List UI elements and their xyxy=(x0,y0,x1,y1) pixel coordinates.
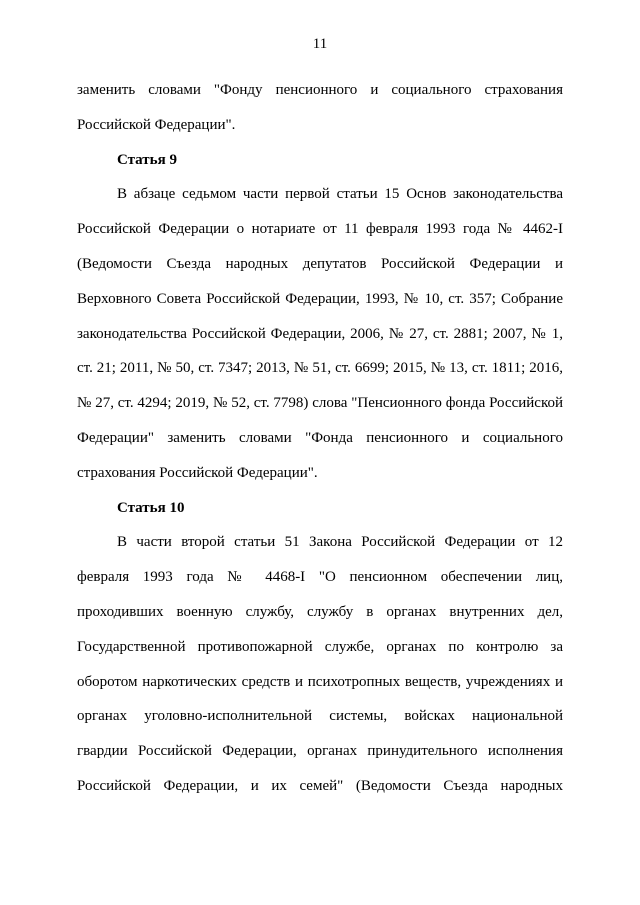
paragraph-article-9: В абзаце седьмом части первой статьи 15 Основ законодательства Российской Федерации о нотариате от 11 февраля 1993 года № 4462-I (Ведомости Съезда народных депутатов Российской Федерации и Верховного Совета Российской Федерации, 1993, № 10, ст. 357; Собрание законодательства Российской Федерации, 2006, № 27, ст. 2881; 2007, № 1, ст. 21; 2011, № 50, ст. 7347; 2013, № 51, ст. 6699; 2015, № 13, ст. 1811; 2016, № 27, ст. 4294; 2019, № 52, ст. 7798) слова "Пенсионного фонда Российской Федерации" заменить словами "Фонда пенсионного и социального страхования Российской Федерации". xyxy=(77,186,563,481)
heading-article-10: Статья 10 xyxy=(117,499,185,516)
document-body xyxy=(77,73,563,804)
paragraph-replacement-tail: заменить словами "Фонду пенсионного и социального страхования Российской Федерации". xyxy=(77,82,563,133)
paragraph-article-10: В части второй статьи 51 Закона Российской Федерации от 12 февраля 1993 года № 4468-I "О пенсионном обеспечении лиц, проходивших военную службу, службу в органах внутренних дел, Государственной противопожарной службе, органах по контролю за оборотом наркотических средств и психотропных веществ, учреждениях и органах уголовно-исполнительной системы, войсках национальной гвардии Российской Федерации, органах принудительного исполнения Российской Федерации, и их семей" (Ведомости Съезда народных xyxy=(77,534,563,794)
heading-article-9: Статья 9 xyxy=(117,151,177,168)
page-number: 11 xyxy=(312,36,328,52)
